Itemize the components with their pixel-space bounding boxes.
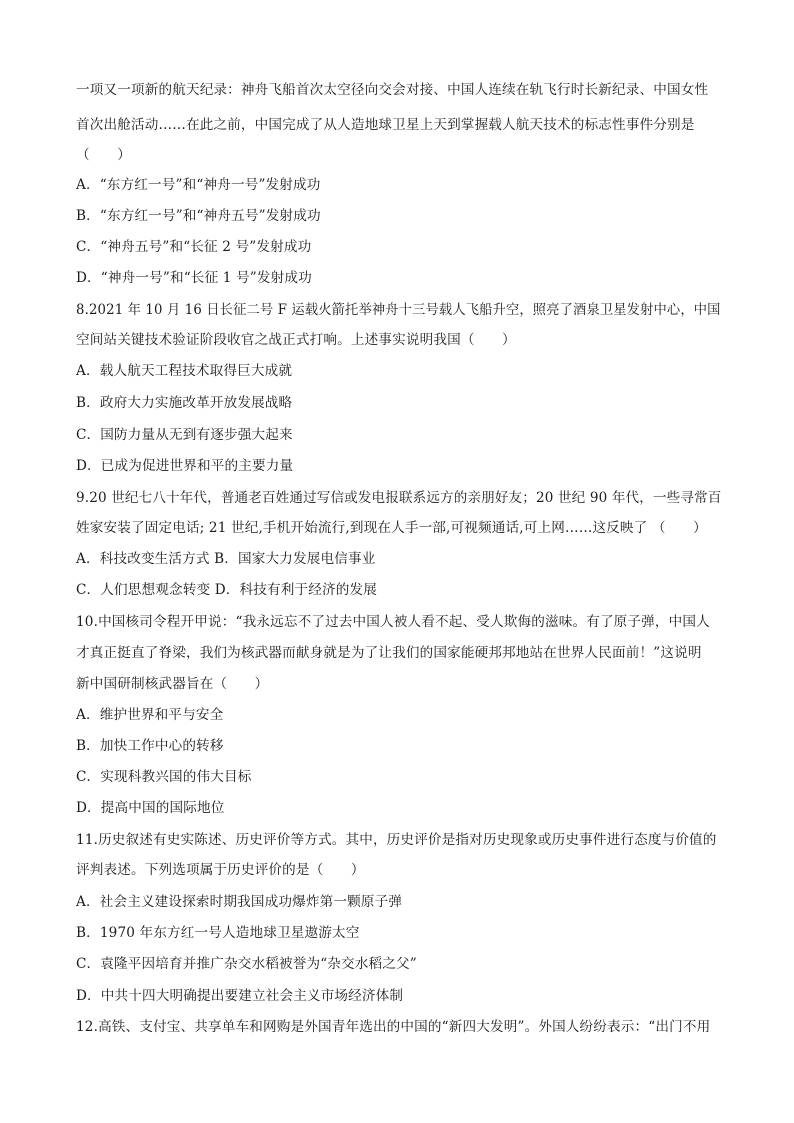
question-8-option-d[interactable]: D．已成为促进世界和平的主要力量 bbox=[76, 458, 294, 474]
question-10-option-d[interactable]: D．提高中国的国际地位 bbox=[76, 800, 225, 816]
question-11-option-d[interactable]: D．中共十四大明确提出要建立社会主义市场经济体制 bbox=[76, 988, 404, 1004]
question-10-stem-line-3: 新中国研制核武器旨在（ ） bbox=[76, 676, 269, 692]
question-10-stem-line-1: 10.中国核司令程开甲说：“我永远忘不了过去中国人被人看不起、受人欺侮的滋味。有了原子弹，中国人 bbox=[76, 614, 710, 630]
question-9-stem-line-2: 姓家安装了固定电话; 21 世纪,手机开始流行,到现在人手一部,可视频通话,可上网……这反映了 （ ） bbox=[76, 520, 707, 536]
question-9-options-row-2[interactable]: C．人们思想观念转变 D．科技有利于经济的发展 bbox=[76, 582, 377, 598]
question-11-option-c[interactable]: C．袁隆平因培育并推广杂交水稻被誉为“杂交水稻之父” bbox=[76, 956, 417, 972]
question-11-option-b[interactable]: B．1970 年东方红一号人造地球卫星遨游太空 bbox=[76, 925, 360, 941]
question-10-stem-line-2: 才真正挺直了脊梁，我们为核武器而献身就是为了让我们的国家能硬邦邦地站在世界人民面前！”这说明 bbox=[76, 645, 702, 661]
question-12-stem-line-1: 12.高铁、支付宝、共享单车和网购是外国青年选出的中国的“新四大发明”。外国人纷纷表示：“出门不用 bbox=[76, 1019, 711, 1035]
question-7-stem-line-3: （ ） bbox=[76, 147, 131, 163]
question-10-option-b[interactable]: B．加快工作中心的转移 bbox=[76, 738, 224, 754]
question-7-stem-line-1: 一项又一项新的航天纪录：神舟飞船首次太空径向交会对接、中国人连续在轨飞行时长新纪录、中国女性 bbox=[76, 82, 709, 98]
question-7-option-b[interactable]: B．“东方红一号”和“神舟五号”发射成功 bbox=[76, 208, 321, 224]
question-11-stem-line-2: 评判表述。下列选项属于历史评价的是（ ） bbox=[76, 862, 365, 878]
question-7-stem-line-2: 首次出舱活动……在此之前，中国完成了从人造地球卫星上天到掌握载人航天技术的标志性事件分别是 bbox=[76, 117, 695, 133]
question-9-stem-line-1: 9.20 世纪七八十年代，普通老百姓通过写信或发电报联系远方的亲朋好友；20 世纪 90 年代，一些寻常百 bbox=[76, 490, 722, 506]
question-8-stem-line-1: 8.2021 年 10 月 16 日长征二号 F 运载火箭托举神舟十三号载人飞船升空，照亮了酒泉卫星发射中心，中国 bbox=[76, 302, 721, 318]
question-7-option-d[interactable]: D．“神舟一号”和“长征 1 号”发射成功 bbox=[76, 270, 312, 286]
question-11-option-a[interactable]: A．社会主义建设探索时期我国成功爆炸第一颗原子弹 bbox=[76, 894, 403, 910]
question-11-stem-line-1: 11.历史叙述有史实陈述、历史评价等方式。其中，历史评价是指对历史现象或历史事件进行态度与价值的 bbox=[76, 832, 717, 848]
question-10-option-c[interactable]: C．实现科教兴国的伟大目标 bbox=[76, 769, 252, 785]
question-8-stem-line-2: 空间站关键技术验证阶段收官之战正式打响。上述事实说明我国（ ） bbox=[76, 332, 516, 348]
question-8-option-a[interactable]: A．载人航天工程技术取得巨大成就 bbox=[76, 363, 293, 379]
question-7-option-a[interactable]: A．“东方红一号”和“神舟一号”发射成功 bbox=[76, 177, 321, 193]
question-8-option-b[interactable]: B．政府大力实施改革开放发展战略 bbox=[76, 395, 293, 411]
question-7-option-c[interactable]: C．“神舟五号”和“长征 2 号”发射成功 bbox=[76, 239, 312, 255]
question-10-option-a[interactable]: A．维护世界和平与安全 bbox=[76, 707, 224, 723]
question-9-options-row-1[interactable]: A．科技改变生活方式 B．国家大力发展电信事业 bbox=[76, 551, 376, 567]
question-8-option-c[interactable]: C．国防力量从无到有逐步强大起来 bbox=[76, 427, 293, 443]
